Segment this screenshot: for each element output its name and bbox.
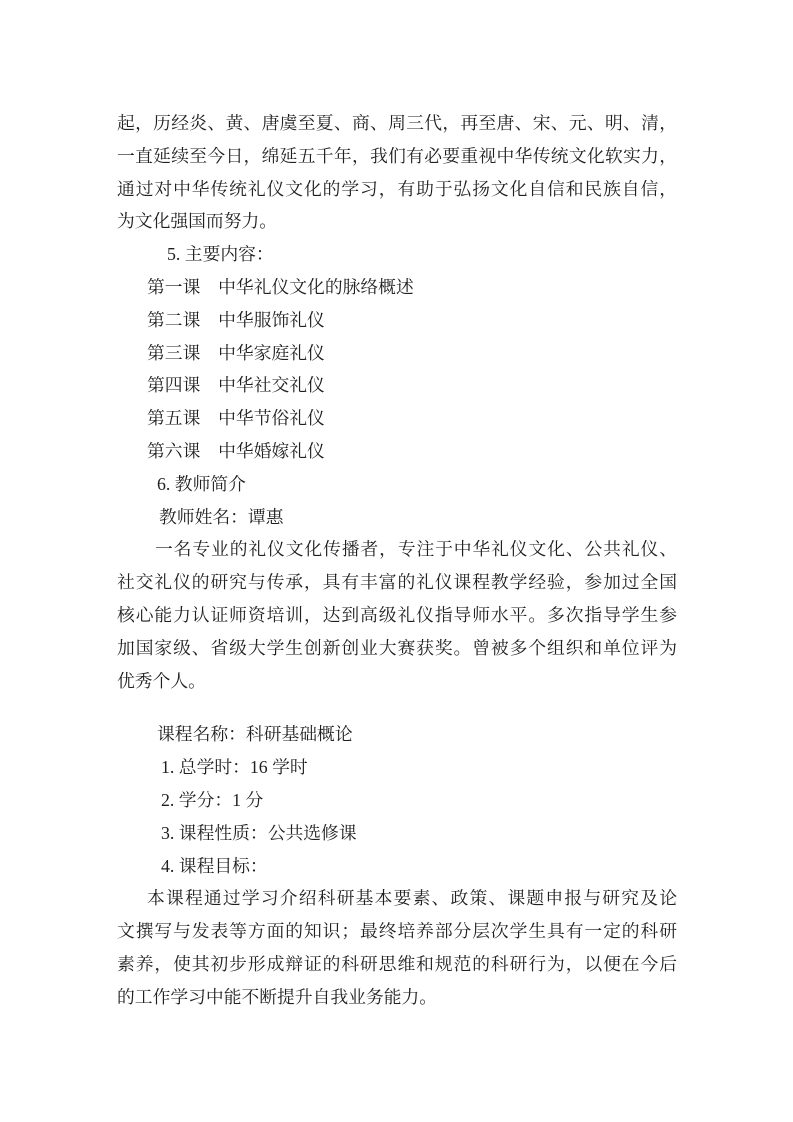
teacher-heading: 6. 教师简介 [157,473,246,494]
course-title-line: 课程名称：科研基础概论 [157,724,353,745]
course-objective-line: 文撰写与发表等方面的知识；最终培养部分层次学生具有一定的科研 [117,921,677,942]
lesson-item: 第一课 中华礼仪文化的脉络概述 [147,276,414,297]
teacher-bio-line: 社交礼仪的研究与传承，具有丰富的礼仪课程教学经验，参加过全国 [117,572,677,593]
lesson-item: 第四课 中华社交礼仪 [147,375,325,396]
intro-paragraph-line: 通过对中华传统礼仪文化的学习，有助于弘扬文化自信和民族自信， [117,178,677,199]
course-info-item: 4. 课程目标： [161,855,268,876]
document-body [117,107,677,1014]
lesson-item: 第三课 中华家庭礼仪 [147,342,325,363]
intro-paragraph-line: 一直延续至今日，绵延五千年，我们有必要重视中华传统文化软实力， [117,145,677,166]
main-content-heading: 5. 主要内容： [167,244,274,265]
teacher-bio-line: 核心能力认证师资培训，达到高级礼仪指导师水平。多次指导学生参 [117,604,677,625]
course-info-item: 1. 总学时：16 学时 [161,757,308,778]
section-gap [117,697,677,718]
course-objective-line: 素养，使其初步形成辩证的科研思维和规范的科研行为，以便在今后 [117,953,677,974]
course-info-item: 2. 学分：1 分 [161,789,264,810]
lesson-item: 第六课 中华婚嫁礼仪 [147,440,325,461]
teacher-name-line: 教师姓名：谭惠 [159,506,284,527]
teacher-bio-line: 优秀个人。 [117,670,206,691]
lesson-item: 第二课 中华服饰礼仪 [147,309,325,330]
lesson-item: 第五课 中华节俗礼仪 [147,408,325,429]
intro-paragraph-line: 为文化强国而努力。 [117,211,278,232]
course-objective-line: 本课程通过学习介绍科研基本要素、政策、课题申报与研究及论 [147,888,677,909]
course-objective-line: 的工作学习中能不断提升自我业务能力。 [117,986,438,1007]
teacher-bio-line: 一名专业的礼仪文化传播者，专注于中华礼仪文化、公共礼仪、 [155,539,677,560]
teacher-bio-line: 加国家级、省级大学生创新创业大赛获奖。曾被多个组织和单位评为 [117,637,677,658]
intro-paragraph-line: 起，历经炎、黄、唐虞至夏、商、周三代，再至唐、宋、元、明、清， [117,113,677,133]
course-info-item: 3. 课程性质：公共选修课 [161,822,357,843]
